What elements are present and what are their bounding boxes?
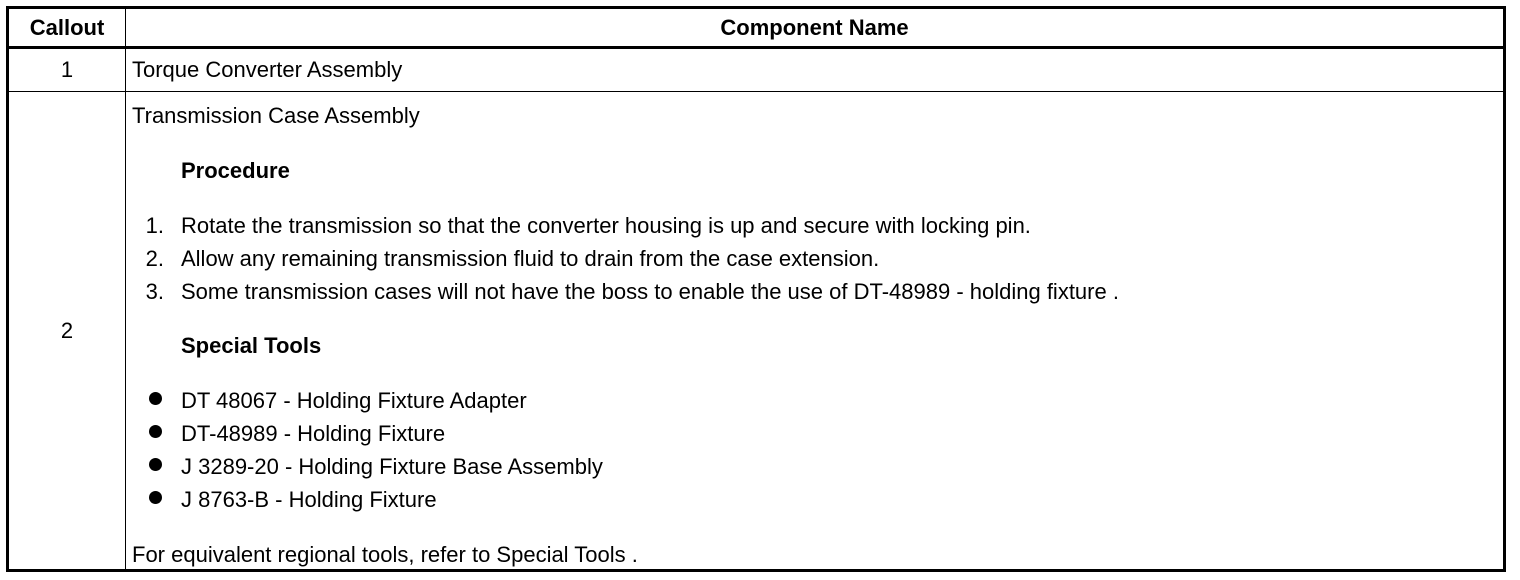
tool-item-text: DT-48989 - Holding Fixture [181,421,446,446]
procedure-heading: Procedure [181,158,290,183]
row1-callout: 1 [9,49,126,92]
procedure-step-number: 2. [145,246,164,271]
bullet-icon [149,458,162,471]
procedure-step-number: 1. [145,213,164,238]
special-tools-heading: Special Tools [181,333,322,358]
row2-content [126,92,1503,569]
tool-item-text: J 3289-20 - Holding Fixture Base Assembly [181,454,603,479]
regional-tools-note: For equivalent regional tools, refer to Special Tools . [132,542,638,567]
procedure-step-text: Rotate the transmission so that the converter housing is up and secure with locking pin. [181,213,1031,238]
row1-component-name: Torque Converter Assembly [126,49,1503,92]
bullet-icon [149,392,162,405]
row2-callout: 2 [9,92,126,569]
header-callout: Callout [9,9,126,49]
tool-item-text: DT 48067 - Holding Fixture Adapter [181,388,527,413]
row2-component-name: Transmission Case Assembly [132,103,420,128]
bullet-icon [149,491,162,504]
procedure-step-text: Allow any remaining transmission fluid to drain from the case extension. [181,246,880,271]
bullet-icon [149,425,162,438]
tool-item-text: J 8763-B - Holding Fixture [181,487,437,512]
component-table [6,6,1506,572]
header-component-name: Component Name [126,9,1503,49]
procedure-step-text: Some transmission cases will not have the boss to enable the use of DT-48989 - holding fixture . [181,279,1119,304]
procedure-step-number: 3. [145,279,164,304]
